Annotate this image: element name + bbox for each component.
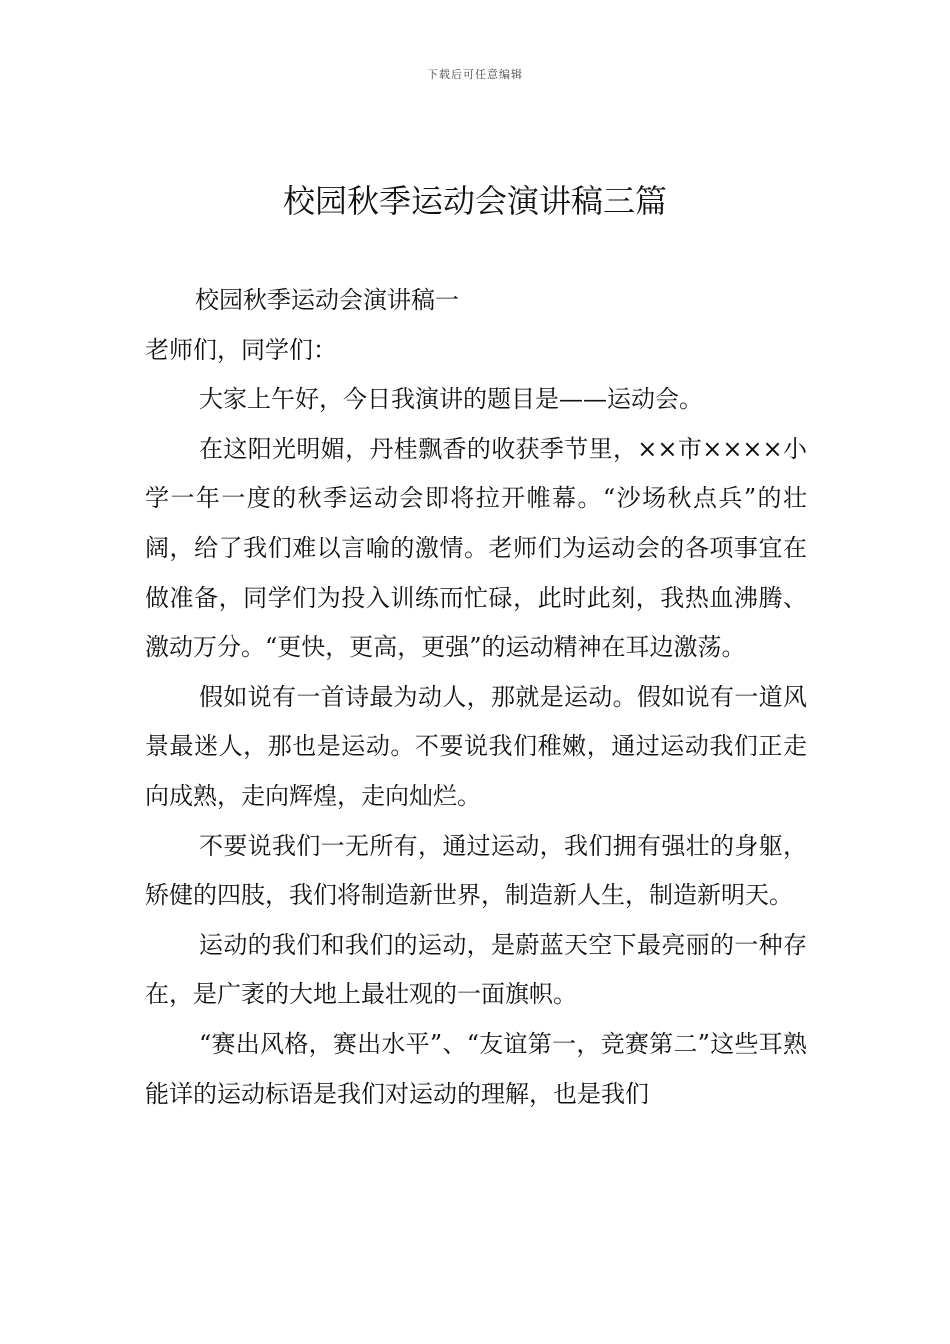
paragraph-6: “赛出风格，赛出水平”、“友谊第一，竞赛第二”这些耳熟能详的运动标语是我们对运动的理解，也是我们 bbox=[145, 1029, 807, 1108]
section-subheading: 校园秋季运动会演讲稿一 bbox=[195, 286, 459, 314]
document-body bbox=[145, 276, 807, 1119]
document-title: 校园秋季运动会演讲稿三篇 bbox=[282, 182, 667, 220]
paragraph-1: 大家上午好，今日我演讲的题目是——运动会。 bbox=[199, 385, 703, 414]
paragraph-3: 假如说有一首诗最为动人，那就是运动。假如说有一道风景最迷人，那也是运动。不要说我们稚嫩，通过运动我们正走向成熟，走向辉煌，走向灿烂。 bbox=[145, 682, 807, 810]
paragraph-5: 运动的我们和我们的运动，是蔚蓝天空下最亮丽的一种存在，是广袤的大地上最壮观的一面旗帜。 bbox=[145, 930, 807, 1009]
greeting-line: 老师们，同学们： bbox=[145, 335, 337, 364]
header-note: 下载后可任意编辑 bbox=[427, 68, 523, 81]
paragraph-2: 在这阳光明媚，丹桂飘香的收获季节里，××市××××小学一年一度的秋季运动会即将拉开帷幕。“沙场秋点兵”的壮阔，给了我们难以言喻的激情。老师们为运动会的各项事宜在做准备，同学们为投入训练而忙碌，此时此刻，我热血沸腾、激动万分。“更快，更高，更强”的运动精神在耳边激荡。 bbox=[145, 434, 807, 662]
paragraph-4: 不要说我们一无所有，通过运动，我们拥有强壮的身躯，矫健的四肢，我们将制造新世界，制造新人生，制造新明天。 bbox=[145, 831, 807, 910]
